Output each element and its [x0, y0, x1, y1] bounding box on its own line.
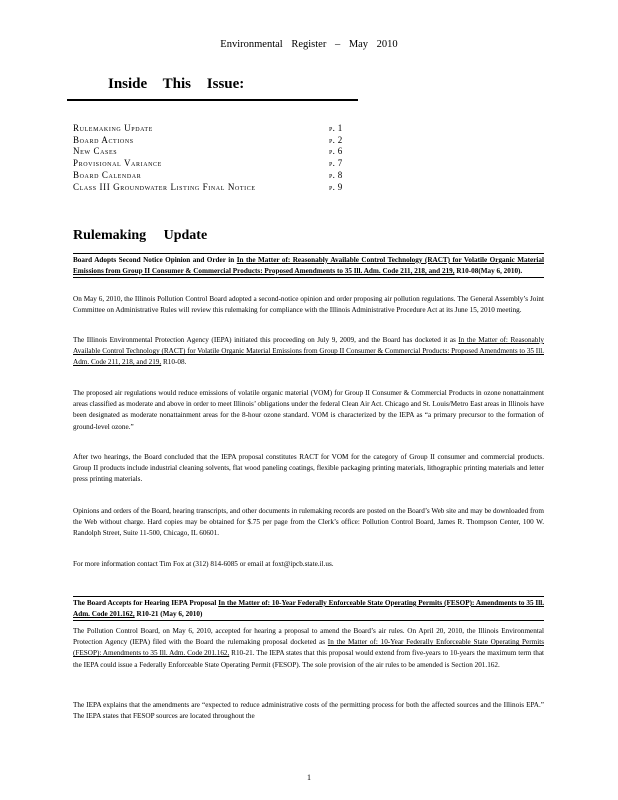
paragraph-text: R10-21. The IEPA states that this proposal would extend from five-years to 10-years the maximum term that the IEPA could issue a Federally Enforceable State Operating Permit (FESOP). The sole provision of the air rules to be amended is Section 201.162. — [73, 649, 545, 669]
article-paragraph: The proposed air regulations would reduce emissions of volatile organic material (VOM) for Group II Consumer & Commercial Products in ozone nonattainment areas classified as moderate and above in order to meet Illinois’ obligations under the federal Clean Air Act. Chicago and St. Louis/Metro East areas in Illinois have been designated as moderate nonattainment areas for the 8-hour ozone standard. VOM is characterized by the IEPA as “a primary precursor to the formation of ground-level ozone.” — [73, 389, 544, 431]
article-paragraph: The IEPA explains that the amendments are “expected to reduce administrative costs of the permitting process for both the affected sources and the Illinois EPA.” The IEPA states that FESOP sources are located throughout the — [73, 701, 544, 721]
toc-item-page: p. 8 — [329, 169, 343, 180]
toc-item[interactable] — [73, 158, 353, 170]
case-title-citation: In the Matter of: Reasonably Available Control Technology (RACT) for Volatile Organic Material Emissions from Group II Consumer & Commercial Products: Proposed Amendments to 35 Ill. Adm. Code 211, 218, and 219, — [73, 336, 544, 367]
paragraph-text: The Pollution Control Board, on May 6, 2010, accepted for hearing a proposal to amend the Board’s air rules. On April 20, 2010, the Illinois Environmental Protection Agency (IEPA) filed with the Board the rulemaking proposal docketed as — [73, 627, 544, 647]
toc-item-label: Class III Groundwater Listing Final Notice — [73, 181, 256, 192]
toc-item-label: Board Calendar — [73, 169, 142, 180]
toc-item[interactable] — [73, 123, 353, 135]
article-paragraph: Opinions and orders of the Board, hearing transcripts, and other documents in rulemaking records are posted on the Board’s Web site and may be downloaded from the Web without charge. Hard copies may be obtained for $.75 per page from the Clerk’s office: Pollution Control Board, James R. Thompson Center, 100 W. Randolph Street, Suite 11-500, Chicago, IL 60601. — [73, 507, 544, 538]
article-paragraph — [73, 626, 544, 671]
toc-item-label: Board Actions — [73, 134, 134, 145]
headline-case-title: In the Matter of: Reasonably Available Control Technology (RACT) for Volatile Organic Material Emissions from Group II Consumer & Commercial Products: Proposed Amendments to 35 Ill. Adm. Code 211, 218, and 219, — [73, 256, 545, 275]
running-header: Environmental Register – May 2010 — [220, 39, 398, 50]
article-paragraph: After two hearings, the Board concluded that the IEPA proposal constitutes RACT for VOM for the category of Group II consumer and commercial products. Group II products include industrial cleaning solvents, flat wood paneling coatings, flexible packaging printing materials, lithographic printing materials and letter press printing materials. — [73, 453, 544, 484]
inside-this-issue-title: Inside This Issue: — [108, 76, 245, 92]
headline-case-title: In the Matter of: 10-Year Federally Enforceable State Operating Permits (FESOP): Amendments to 35 Ill. Adm. Code 201.162, — [73, 599, 544, 618]
toc-item[interactable] — [73, 146, 353, 158]
toc-item[interactable] — [73, 170, 353, 182]
toc-item-label: Rulemaking Update — [73, 123, 153, 133]
headline-lead: Board Adopts Second Notice Opinion and Order in — [73, 256, 237, 264]
paragraph-text: The Illinois Environmental Protection Agency (IEPA) initiated this proceeding on July 9, 2009, and the Board has docketed it as — [73, 336, 459, 344]
toc-item-page: p. 9 — [329, 181, 343, 192]
page-number: 1 — [307, 773, 311, 782]
article-headline — [73, 596, 544, 621]
toc-item-page: p. 2 — [329, 134, 343, 145]
toc-item-label: Provisional Variance — [73, 158, 162, 169]
paragraph-text: R10-08. — [161, 358, 187, 367]
contact-paragraph: For more information contact Tim Fox at (312) 814-6085 or email at foxt@ipcb.state.il.us. — [73, 560, 334, 568]
article-paragraph — [73, 335, 544, 369]
toc-item-page: p. 6 — [329, 146, 343, 157]
toc-item-page: p. 1 — [329, 123, 343, 133]
headline-lead: The Board Accepts for Hearing IEPA Proposal — [73, 599, 219, 607]
case-title-citation: In the Matter of: 10-Year Federally Enforceable State Operating Permits (FESOP): Amendments to 35 Ill. Adm. Code 201.162, — [73, 638, 544, 658]
table-of-contents — [73, 123, 353, 193]
article-paragraph: On May 6, 2010, the Illinois Pollution Control Board adopted a second-notice opinion and order proposing air pollution regulations. The General Assembly’s Joint Committee on Administrative Rules will review this rulemaking for compliance with the Illinois Administrative Procedure Act at its June 15, 2010 meeting. — [73, 295, 544, 315]
section-title-rulemaking: Rulemaking Update — [73, 228, 208, 243]
article-headline — [73, 253, 544, 278]
title-divider — [67, 99, 358, 101]
toc-item[interactable] — [73, 135, 353, 147]
headline-docket: R10-08(May 6, 2010). — [454, 267, 523, 275]
headline-docket: R10-21 (May 6, 2010) — [134, 610, 203, 618]
toc-item-page: p. 7 — [329, 158, 343, 169]
toc-item-label: New Cases — [73, 146, 118, 157]
toc-item[interactable] — [73, 182, 353, 194]
